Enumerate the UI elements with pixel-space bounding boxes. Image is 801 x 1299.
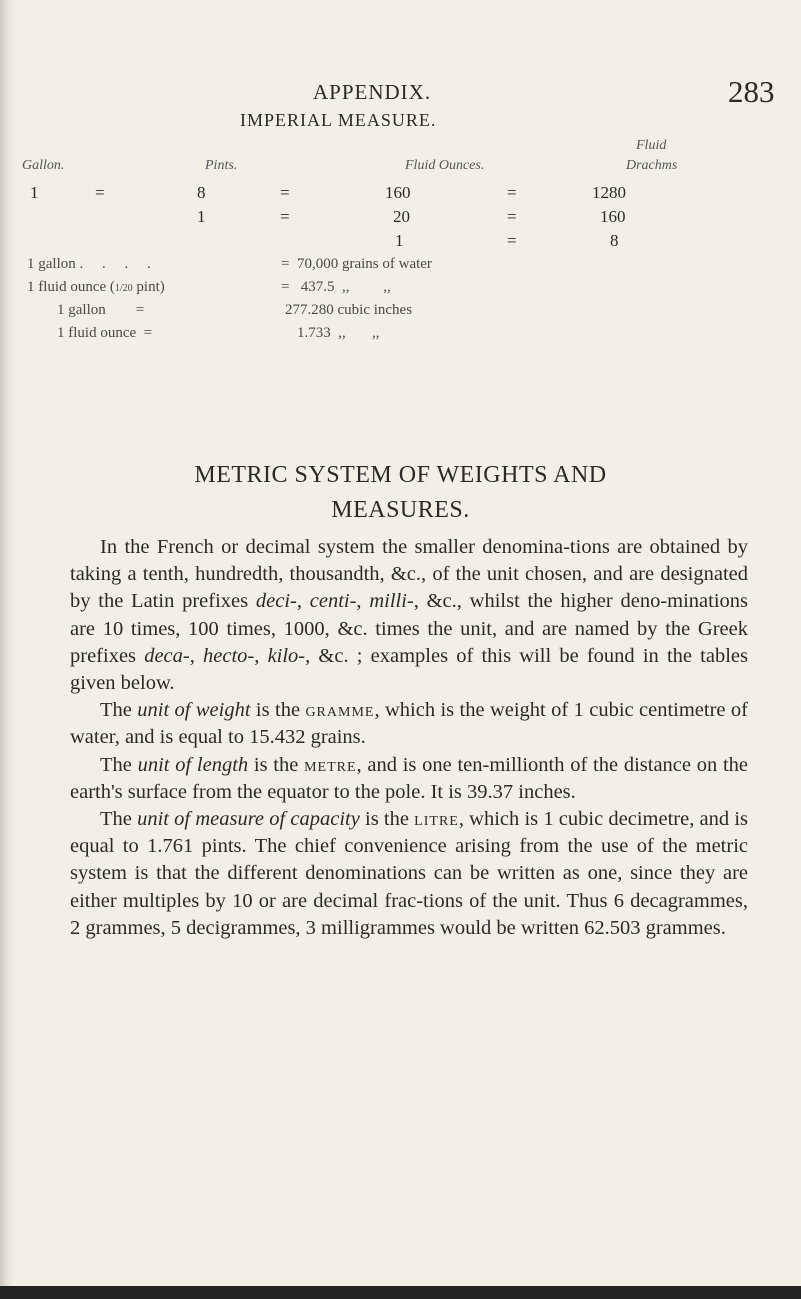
equivalence-left: 1 gallon . . . .: [27, 256, 151, 272]
col-fluid: Fluid: [636, 138, 667, 153]
table-cell: 8: [197, 183, 206, 202]
col-gallon: Gallon.: [22, 158, 65, 173]
table-cell: 20: [393, 207, 410, 226]
table-cell: 1: [30, 183, 39, 202]
equivalence-right: 1.733 ,, ,,: [297, 325, 380, 341]
table-cell: =: [507, 231, 517, 250]
table-title: IMPERIAL MEASURE.: [240, 110, 437, 130]
fraction: 1/20: [114, 283, 133, 294]
table-cell: =: [280, 207, 290, 226]
paragraph-unit-weight: The unit of weight is the gramme, which is the weight of 1 cubic centimetre of water, and is equal to 15.432 grains.: [70, 699, 748, 749]
section-title: METRIC SYSTEM OF WEIGHTS AND MEASURES.: [194, 462, 607, 523]
page-header: [0, 70, 801, 110]
scan-bottom-edge: [0, 1286, 801, 1299]
table-cell: =: [507, 183, 517, 202]
table-cell: =: [280, 183, 290, 202]
col-pints: Pints.: [205, 158, 238, 173]
equivalence-right: 277.280 cubic inches: [285, 302, 413, 318]
equivalence-left: 1 fluid ounce =: [57, 325, 153, 341]
running-head: APPENDIX.: [313, 80, 432, 104]
paragraph-unit-capacity: The unit of measure of capacity is the litre, which is 1 cubic decimetre, and is equal to 1.761 pints. The chief convenience arising from the use of the metric system is that the different denominations can be written as one, since they are either multiples by 10 or are decimal frac-tions of the unit. Thus 6 decagrammes, 2 grammes, 5 decigrammes, 3 milligrammes would be written 62.503 grammes.: [70, 808, 749, 939]
col-fluid-ounces: Fluid Ounces.: [405, 158, 485, 173]
table-cell: 1: [395, 231, 404, 250]
table-cell: 160: [600, 207, 626, 226]
equivalence-right: = 70,000 grains of water: [281, 256, 432, 272]
table-cell: 1: [197, 207, 206, 226]
table-cell: =: [507, 207, 517, 226]
equivalence-left: 1 fluid ounce (1/20 pint): [27, 279, 165, 295]
equivalence-left: 1 gallon =: [57, 302, 145, 318]
table-cell: =: [95, 183, 105, 202]
paragraph-unit-length: The unit of length is the metre, and is one ten-millionth of the distance on the earth's surface from the equator to the pole. It is 39.37 inches.: [70, 753, 749, 803]
table-cell: 160: [385, 183, 411, 202]
page-edge-shadow: [0, 0, 14, 1299]
page-number: 283: [728, 74, 775, 109]
table-cell: 1280: [592, 183, 626, 202]
equivalence-right: = 437.5 ,, ,,: [281, 279, 391, 295]
col-drachms: Drachms: [626, 158, 678, 173]
body-text: [70, 534, 748, 942]
table-cell: 8: [610, 231, 619, 250]
paragraph-decimal-system: In the French or decimal system the smaller denomina-tions are obtained by taking a tenth, hundredth, thousandth, &c., of the unit chosen, and are designated by the Latin prefixes deci-, centi-, milli-, &c., whilst the higher deno-minations are 10 times, 100 times, 1000, &c. times the unit, and are named by the Greek prefixes deca-, hecto-, kilo-, &c. ; examples of this will be found in the tables given below.: [70, 536, 749, 695]
